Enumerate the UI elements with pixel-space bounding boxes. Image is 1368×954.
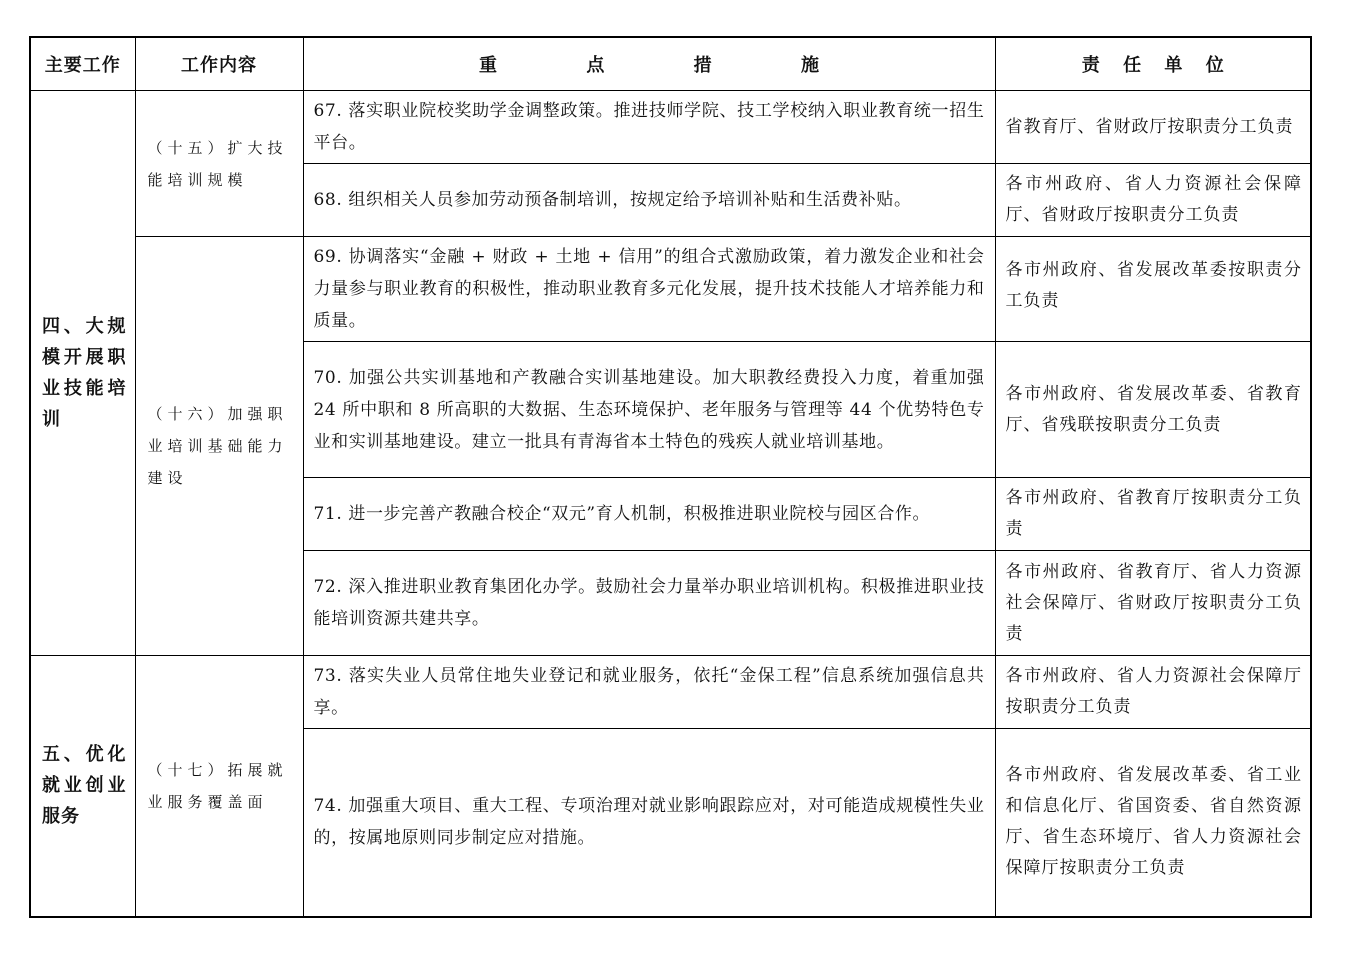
table-row — [30, 91, 1311, 164]
header-char: 点 — [586, 55, 605, 76]
table-row — [30, 237, 1311, 342]
header-main-work: 主要工作 — [30, 37, 135, 91]
measures-table — [29, 36, 1312, 918]
header-char: 位 — [1205, 55, 1224, 76]
unit-cell: 各市州政府、省人力资源社会保障厅、省财政厅按职责分工负责 — [995, 164, 1311, 237]
measure-cell: 74. 加强重大项目、重大工程、专项治理对就业影响跟踪应对，对可能造成规模性失业的，按属地原则同步制定应对措施。 — [303, 729, 995, 917]
main-work-cell: 五、优化就业创业服务 — [30, 656, 135, 917]
unit-cell: 省教育厅、省财政厅按职责分工负责 — [995, 91, 1311, 164]
unit-cell: 各市州政府、省教育厅按职责分工负责 — [995, 478, 1311, 551]
header-char: 单 — [1164, 55, 1183, 76]
header-char: 任 — [1123, 55, 1142, 76]
measure-cell: 70. 加强公共实训基地和产教融合实训基地建设。加大职教经费投入力度，着重加强 24 所中职和 8 所高职的大数据、生态环境保护、老年服务与管理等 44 个优势特色专业和实训基地建设。建立一批具有青海省本土特色的残疾人就业培训基地。 — [303, 342, 995, 478]
unit-cell: 各市州政府、省教育厅、省人力资源社会保障厅、省财政厅按职责分工负责 — [995, 551, 1311, 656]
work-content-cell: （十五）扩大技能培训规模 — [135, 91, 303, 237]
unit-cell: 各市州政府、省发展改革委、省教育厅、省残联按职责分工负责 — [995, 342, 1311, 478]
header-char: 重 — [479, 55, 497, 76]
measure-cell: 69. 协调落实“金融 + 财政 + 土地 + 信用”的组合式激励政策，着力激发企业和社会力量参与职业教育的积极性，推动职业教育多元化发展，提升技术技能人才培养能力和质量。 — [303, 237, 995, 342]
main-work-cell: 四、大规模开展职业技能培训 — [30, 91, 135, 656]
unit-cell: 各市州政府、省人力资源社会保障厅按职责分工负责 — [995, 656, 1311, 729]
measure-cell: 73. 落实失业人员常住地失业登记和就业服务，依托“金保工程”信息系统加强信息共享。 — [303, 656, 995, 729]
measure-cell: 68. 组织相关人员参加劳动预备制培训，按规定给予培训补贴和生活费补贴。 — [303, 164, 995, 237]
header-responsible-unit — [995, 37, 1311, 91]
header-work-content: 工作内容 — [135, 37, 303, 91]
measure-cell: 67. 落实职业院校奖助学金调整政策。推进技师学院、技工学校纳入职业教育统一招生平台。 — [303, 91, 995, 164]
header-key-measures — [303, 37, 995, 91]
policy-document — [29, 36, 1310, 918]
header-char: 施 — [800, 55, 819, 76]
unit-cell: 各市州政府、省发展改革委、省工业和信息化厅、省国资委、省自然资源厅、省生态环境厅、省人力资源社会保障厅按职责分工负责 — [995, 729, 1311, 917]
measure-cell: 71. 进一步完善产教融合校企“双元”育人机制，积极推进职业院校与园区合作。 — [303, 478, 995, 551]
work-content-cell: （十七）拓展就业服务覆盖面 — [135, 656, 303, 917]
measure-cell: 72. 深入推进职业教育集团化办学。鼓励社会力量举办职业培训机构。积极推进职业技能培训资源共建共享。 — [303, 551, 995, 656]
header-char: 措 — [693, 55, 712, 76]
work-content-cell: （十六）加强职业培训基础能力建设 — [135, 237, 303, 656]
unit-cell: 各市州政府、省发展改革委按职责分工负责 — [995, 237, 1311, 342]
table-row — [30, 656, 1311, 729]
table-header-row — [30, 37, 1311, 91]
header-char: 责 — [1081, 55, 1100, 76]
